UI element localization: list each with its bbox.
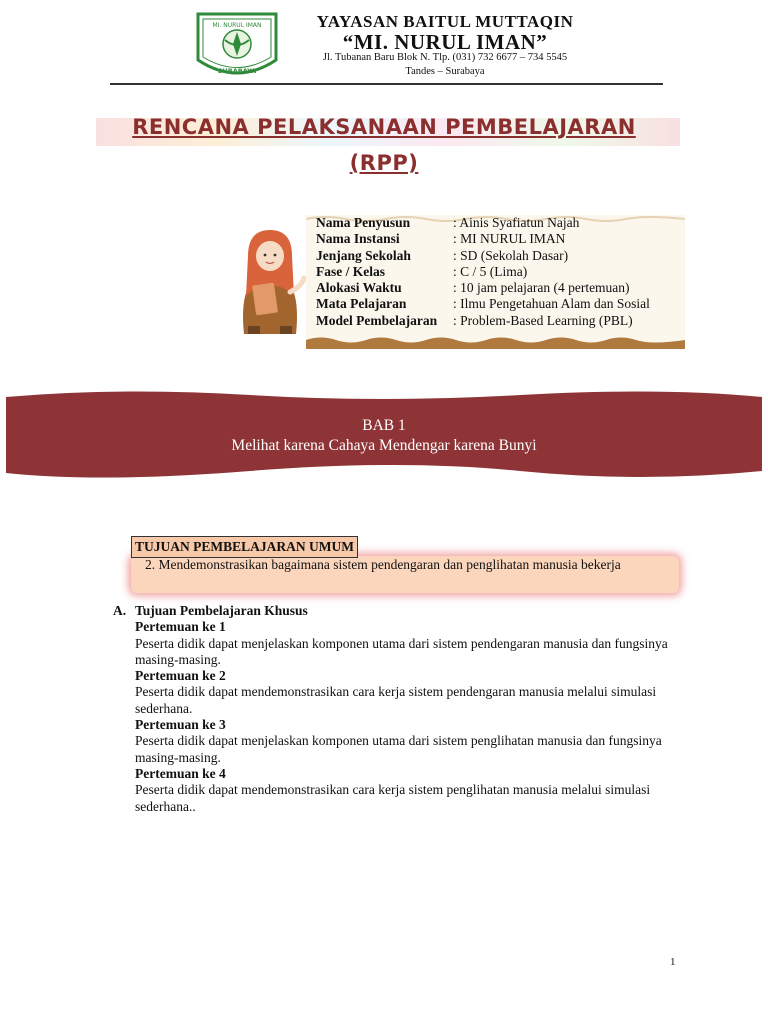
- info-label: Fase / Kelas: [316, 263, 385, 279]
- info-value: : Ilmu Pengetahuan Alam dan Sosial: [453, 296, 650, 312]
- info-value: : C / 5 (Lima): [453, 263, 528, 279]
- page-number: 1: [670, 956, 676, 968]
- school-name: “MI. NURUL IMAN”: [342, 30, 548, 54]
- info-list: [316, 215, 650, 329]
- info-value: : SD (Sekolah Dasar): [453, 247, 569, 263]
- school-address: Jl. Tubanan Baru Blok N. Tlp. (031) 732 6677 – 734 5545: [322, 52, 568, 63]
- document-title: RENCANA PELAKSANAAN PEMBELAJARAN: [132, 115, 636, 139]
- info-label: Model Pembelajaran: [316, 312, 438, 328]
- specific-goals: [113, 603, 673, 815]
- info-row-grade: [316, 264, 650, 280]
- svg-text:SURABAYA: SURABAYA: [217, 67, 257, 75]
- meeting-title: Pertemuan ke 3: [135, 717, 226, 733]
- info-label: Jenjang Sekolah: [316, 247, 411, 263]
- teacher-avatar: [230, 226, 310, 338]
- info-row-institution: [316, 231, 650, 247]
- banner-text: [0, 416, 768, 456]
- meeting-text: Peserta didik dapat menjelaskan komponen utama dari sistem pendengaran manusia dan fungsinya masing-masing.: [135, 635, 668, 667]
- general-goal-heading: TUJUAN PEMBELAJARAN UMUM: [131, 536, 358, 558]
- section-title: Tujuan Pembelajaran Khusus: [135, 603, 308, 618]
- card-bottom-border: [306, 335, 685, 349]
- meeting-title: Pertemuan ke 4: [135, 765, 226, 781]
- chapter-number: BAB 1: [362, 417, 406, 434]
- info-value: : 10 jam pelajaran (4 pertemuan): [453, 280, 630, 296]
- info-label: Mata Pelajaran: [316, 296, 407, 312]
- meeting-title: Pertemuan ke 2: [135, 668, 226, 684]
- info-row-subject: [316, 296, 650, 312]
- foundation-name: YAYASAN BAITUL MUTTAQIN: [316, 12, 574, 31]
- school-city: Tandes – Surabaya: [405, 66, 485, 77]
- meeting-text: Peserta didik dapat mendemonstrasikan cara kerja sistem pendengaran manusia melalui simulasi sederhana.: [135, 684, 657, 716]
- letterhead-divider: [110, 83, 663, 85]
- section-letter: A.: [113, 603, 127, 618]
- info-label: Alokasi Waktu: [316, 280, 402, 296]
- meeting-item: [113, 668, 673, 717]
- meeting-text: Peserta didik dapat mendemonstrasikan cara kerja sistem penglihatan manusia melalui simulasi sederhana..: [135, 782, 651, 814]
- meeting-title: Pertemuan ke 1: [135, 619, 226, 635]
- svg-text:MI. NURUL IMAN: MI. NURUL IMAN: [212, 22, 262, 29]
- info-row-time: [316, 280, 650, 296]
- chapter-title: Melihat karena Cahaya Mendengar karena Bunyi: [231, 437, 537, 454]
- info-row-model: [316, 313, 650, 329]
- info-label: Nama Instansi: [316, 231, 400, 247]
- document-subtitle: (RPP): [349, 151, 419, 175]
- meeting-item: [113, 717, 673, 766]
- meeting-item: [113, 766, 673, 815]
- general-goal-item: 2. Mendemonstrasikan bagaimana sistem pendengaran dan penglihatan manusia bekerja: [145, 557, 621, 572]
- info-label: Nama Penyusun: [316, 215, 411, 230]
- specific-goals-heading: [113, 603, 673, 619]
- info-value: : Problem-Based Learning (PBL): [453, 312, 633, 328]
- meeting-text: Peserta didik dapat menjelaskan komponen utama dari sistem penglihatan manusia dan fungsinya masing-masing.: [135, 733, 662, 765]
- info-row-level: [316, 248, 650, 264]
- info-value: : MI NURUL IMAN: [453, 231, 566, 247]
- info-value: : Ainis Syafiatun Najah: [453, 215, 580, 230]
- meeting-item: [113, 619, 673, 668]
- info-row-author: [316, 215, 650, 231]
